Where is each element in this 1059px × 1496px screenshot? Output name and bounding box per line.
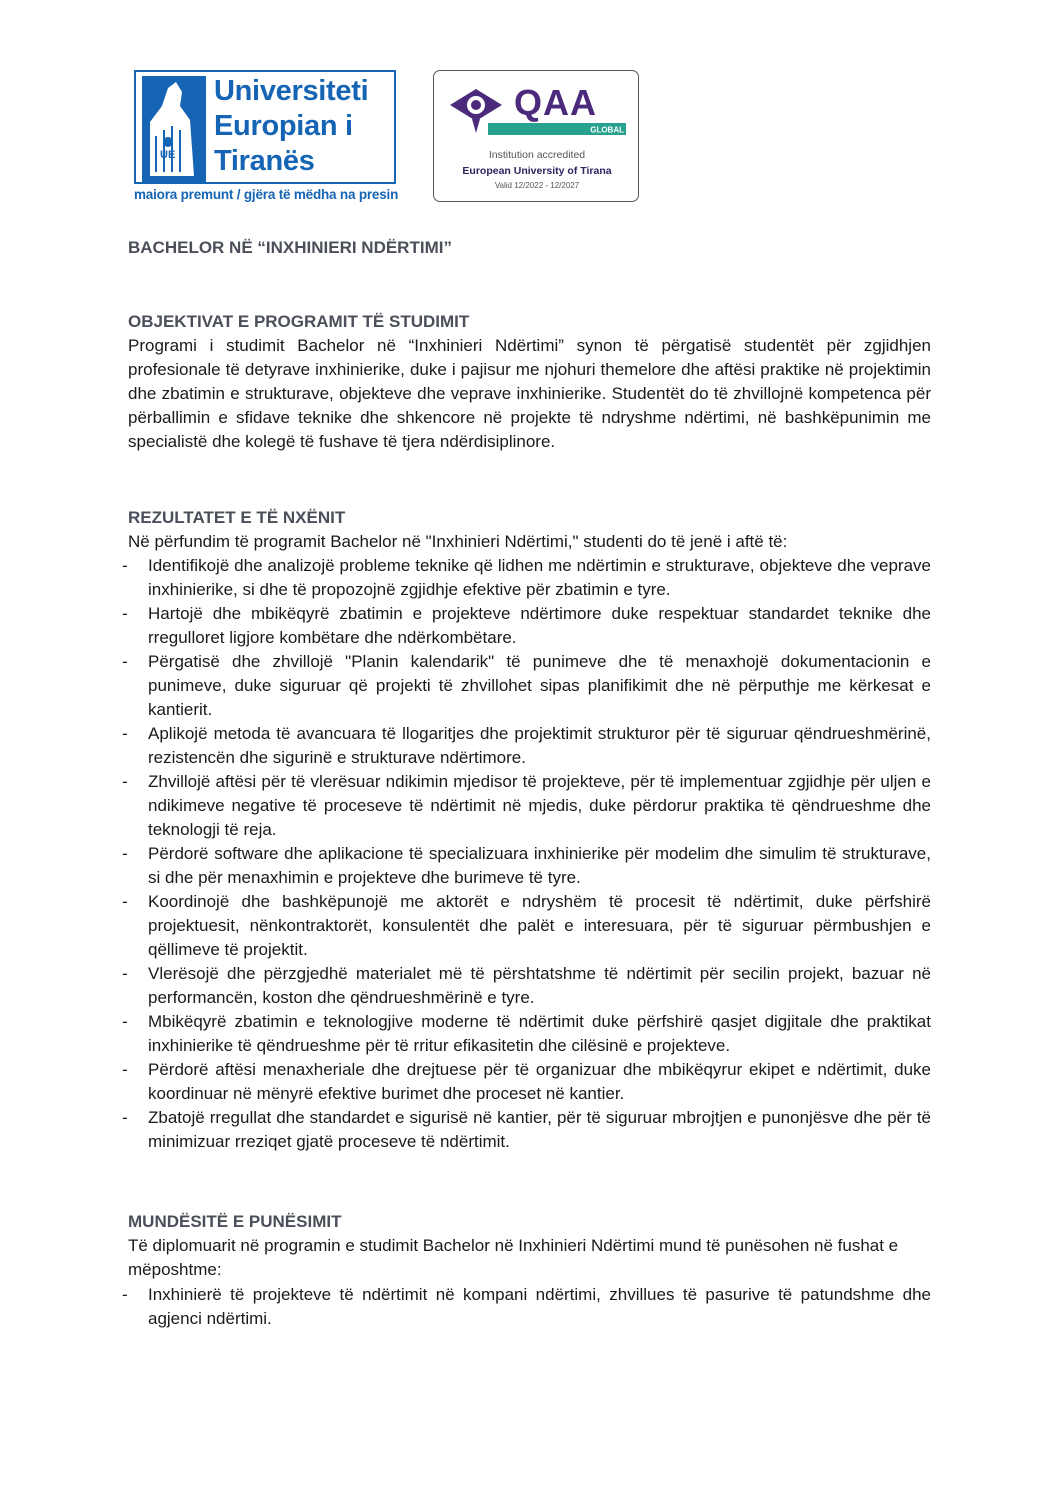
objectives-paragraph: Programi i studimit Bachelor në “Inxhinieri Ndërtimi” synon të përgatisë studentët për zgjidhjen profesionale të detyrave inxhinierike, duke i pajisur me njohuri themelore dhe aftësi praktike në projektimin dhe zbatimin e strukturave, objekteve dhe veprave inxhinierike. Studentët do të zhvillojnë kompetenca për përballimin e sfidave teknike dhe shkencore në projekte të ndryshme ndërtimi, në bashkëpunimin me specialistë dhe kolegë të fushave të tjera ndërdisiplinore.	[128, 336, 931, 451]
bullet-dash: -	[122, 1012, 128, 1031]
svg-text:UE: UE	[160, 149, 176, 161]
outcomes-list	[120, 554, 931, 1154]
university-motto: maiora premunt / gjëra të mëdha na presin	[134, 187, 399, 202]
outcome-text: Zbatojë rregullat dhe standardet e sigurisë në kantier, për të siguruar mbrojtjen e punonjësve dhe për të minimizuar rreziqet gjatë proceseve të ndërtimit.	[148, 1108, 931, 1151]
qaa-validity: Valid 12/2022 - 12/2027	[494, 181, 580, 190]
list-item	[120, 890, 931, 962]
outcome-text: Përgatisë dhe zhvillojë "Planin kalendarik" të punimeve dhe të menaxhojë dokumentacionin e punimeve, duke siguruar që projekti të zhvillohet sipas planifikimit dhe në përputhje me kërkesat e kantierit.	[148, 652, 931, 719]
bullet-dash: -	[122, 604, 128, 623]
qaa-accreditation-badge	[433, 70, 639, 202]
outcome-text: Hartojë dhe mbikëqyrë zbatimin e projekteve ndërtimore duke respektuar standardet teknike dhe rregulloret ligjore kombëtare dhe ndërkombëtare.	[148, 604, 931, 647]
university-logo	[134, 70, 400, 206]
bullet-dash: -	[122, 1285, 128, 1304]
list-item	[120, 842, 931, 890]
list-item	[120, 650, 931, 722]
outcome-text: Zhvillojë aftësi për të vlerësuar ndikimin mjedisor të projekteve, për të implementuar zgjidhje për uljen e ndikimeve negative të proceseve të ndërtimit në mjedis, duke përdorur praktika të qëndrueshme dhe teknologji të reja.	[148, 772, 931, 839]
bullet-dash: -	[122, 724, 128, 743]
qaa-logo-icon	[448, 81, 628, 139]
outcome-text: Koordinojë dhe bashkëpunojë me aktorët e ndryshëm të procesit të ndërtimit, duke përfshirë projektuesit, nënkontraktorët, konsulentët dhe palët e interesuara, për të siguruar përmbushjen e qëllimeve të projektit.	[148, 892, 931, 959]
outcome-text: Aplikojë metoda të avancuara të llogaritjes dhe projektimit strukturor për të siguruar qëndrueshmërinë, rezistencën dhe sigurinë e strukturave ndërtimore.	[148, 724, 931, 767]
bullet-dash: -	[122, 892, 128, 911]
list-item	[120, 1010, 931, 1058]
qaa-badge-text: GLOBAL	[590, 125, 624, 135]
bullet-dash: -	[122, 652, 128, 671]
document-title: BACHELOR NË “INXHINIERI NDËRTIMI”	[128, 238, 452, 257]
university-emblem-icon	[142, 76, 206, 182]
outcome-text: Identifikojë dhe analizojë probleme teknike që lidhen me ndërtimin e strukturave, objekteve dhe veprave inxhinierike, si dhe të propozojnë zgjidhje efektive për zbatimin e tyre.	[148, 556, 931, 599]
university-name-line-3: Tiranës	[214, 145, 315, 177]
list-item	[120, 1106, 931, 1154]
university-logo-frame	[134, 70, 396, 184]
outcome-text: Përdorë software dhe aplikacione të specializuara inxhinierike për modelim dhe simulim të strukturave, si dhe për menaxhimin e projekteve dhe burimeve të tyre.	[148, 844, 931, 887]
university-name	[214, 74, 368, 179]
outcome-text: Mbikëqyrë zbatimin e teknologjive moderne të ndërtimit duke përfshirë qasjet digjitale dhe praktikat inxhinierike të qëndrueshme për të rritur efikasitetin dhe cilësinë e projekteve.	[148, 1012, 931, 1055]
list-item	[120, 770, 931, 842]
university-name-line-2: Europian i	[214, 110, 353, 142]
employment-list	[120, 1283, 931, 1331]
employment-heading: MUNDËSITË E PUNËSIMIT	[128, 1212, 342, 1231]
outcome-text: Përdorë aftësi menaxheriale dhe drejtuese për të organizuar dhe mbikëqyrur ekipet e ndërtimit, duke koordinuar në mënyrë efektive burimet dhe proceset në kantier.	[148, 1060, 931, 1103]
university-name-line-1: Universiteti	[214, 75, 369, 107]
list-item	[120, 554, 931, 602]
outcome-text: Vlerësojë dhe përzgjedhë materialet më të përshtatshme të ndërtimit për secilin projekt, bazuar në performancën, koston dhe qëndrueshmërinë e tyre.	[148, 964, 931, 1007]
list-item	[120, 1283, 931, 1331]
bullet-dash: -	[122, 1060, 128, 1079]
bullet-dash: -	[122, 1108, 128, 1127]
list-item	[120, 962, 931, 1010]
employment-intro: Të diplomuarit në programin e studimit Bachelor në Inxhinieri Ndërtimi mund të punësohen në fushat e mëposhtme:	[128, 1236, 899, 1279]
bullet-dash: -	[122, 772, 128, 791]
list-item	[120, 602, 931, 650]
qaa-accredited-label: Institution accredited	[488, 149, 586, 161]
svg-text:QAA: QAA	[514, 82, 597, 123]
employment-text: Inxhinierë të projekteve të ndërtimit në kompani ndërtimi, zhvillues të pasurive të patundshme dhe agjenci ndërtimi.	[148, 1285, 931, 1328]
bullet-dash: -	[122, 844, 128, 863]
list-item	[120, 1058, 931, 1106]
list-item	[120, 722, 931, 770]
qaa-institution-name: European University of Tirana	[462, 165, 612, 177]
objectives-heading: OBJEKTIVAT E PROGRAMIT TË STUDIMIT	[128, 312, 470, 331]
outcomes-heading: REZULTATET E TË NXËNIT	[128, 508, 346, 527]
outcomes-intro: Në përfundim të programit Bachelor në "Inxhinieri Ndërtimi," studenti do të jenë i aftë të:	[128, 532, 788, 551]
bullet-dash: -	[122, 964, 128, 983]
bullet-dash: -	[122, 556, 128, 575]
